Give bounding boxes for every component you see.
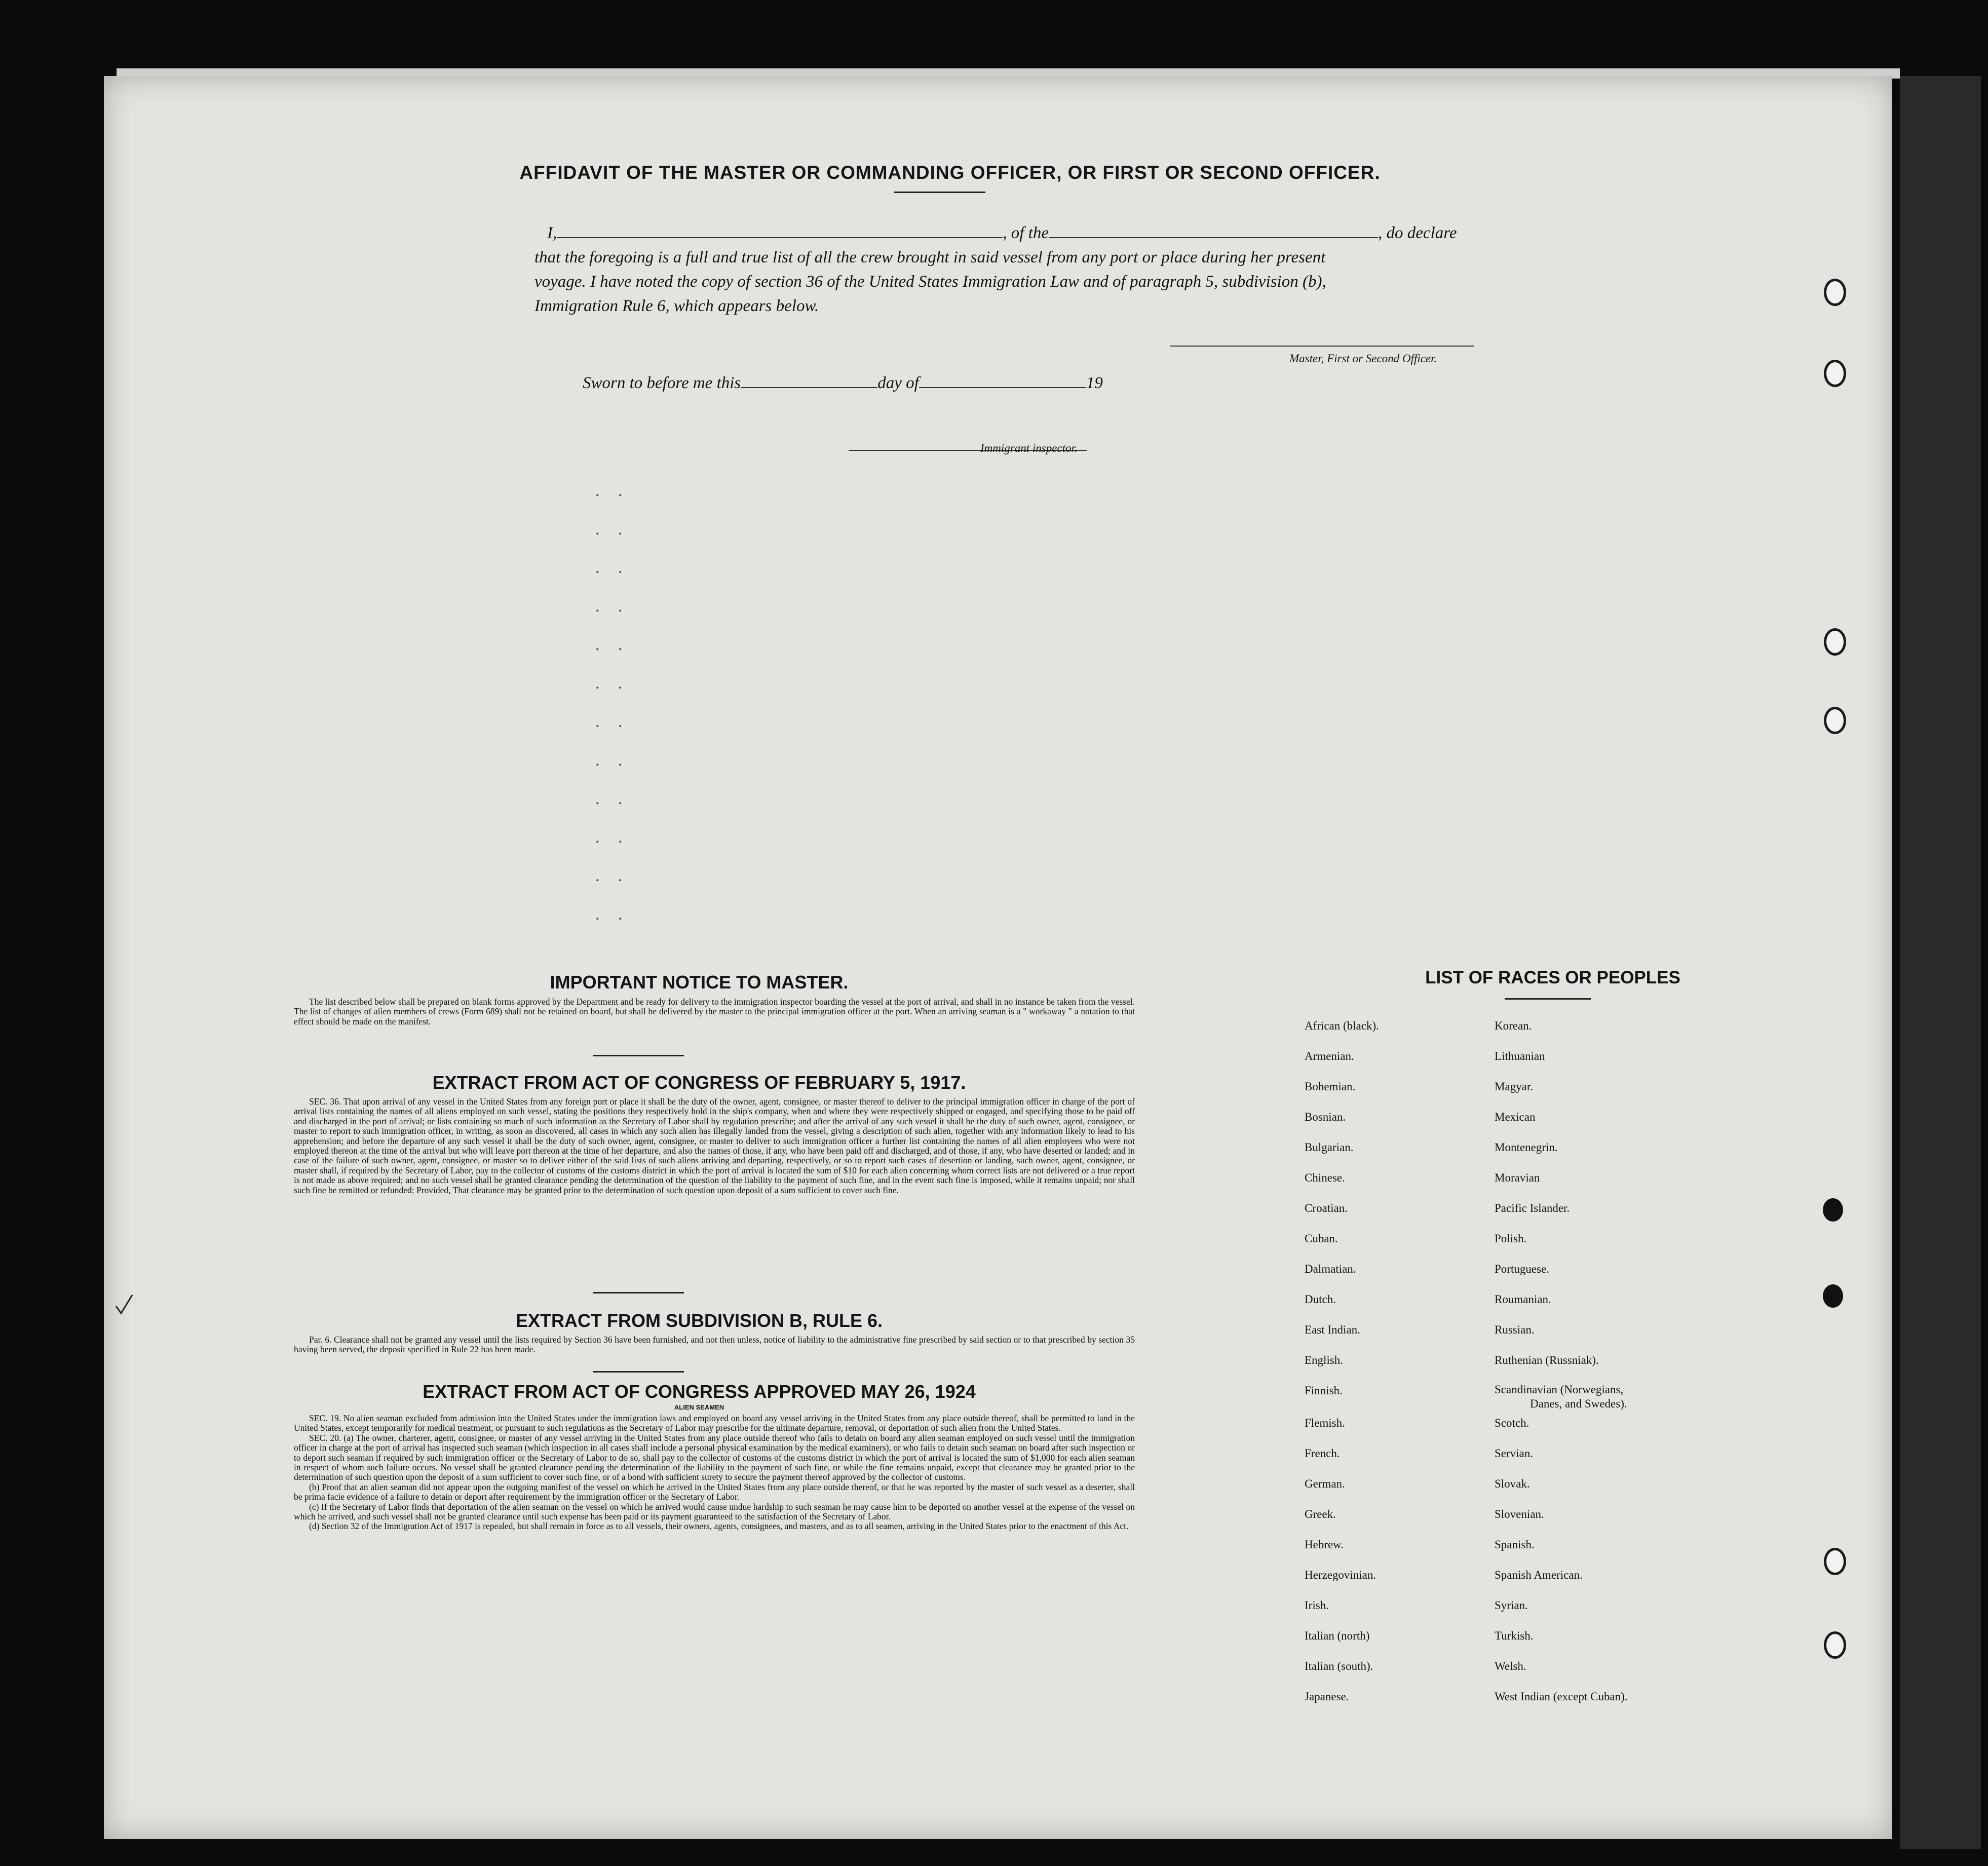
race-item: French.	[1305, 1447, 1340, 1460]
section-36-text: SEC. 36. That upon arrival of any vessel in the United States from any foreign port or place it shall be the duty of the owner, agent, consignee, or master thereof to deliver to the principal immigration officer in charge of the port of arrival lists containing the names of all aliens employed on such vessel, stating the positions they respectively hold in the ship's company, when and where they were respectively shipped or engaged, and specifying those to be paid off and discharged in the port of arrival; or lists containing so much of such information as the Secretary of Labor shall by regulation prescribe; and after the arrival of any such vessel it shall be the duty of such owner, agent, consignee, or master to report to such immigration officer, in writing, as soon as discovered, all cases in which any such alien has illegally landed from the vessel, giving a description of such alien, together with any information likely to lead to his apprehension; and before the departure of any such vessel it shall be the duty of such owner, agent, consignee, or master to deliver to such immigration officer a further list containing the names of all alien employees who were not employed thereon at the time of the arrival but who will leave port thereon at the time of her departure, and also the names of those, if any, who have been paid off and discharged, and of those, if any, who have deserted or landed; and in case of the failure of such owner, agent, consignee, or master so to deliver either of the said lists of such aliens arriving and departing, respectively, or so to report such cases of desertion or landing, such owner, agent, consignee, or master shall, if required by the Secretary of Labor, pay to the collector of customs of the customs district in which the port of arrival is located the sum of $10 for each alien concerning whom correct lists are not delivered or a true report is not made as above required; and no such vessel shall be granted clearance pending the determination of the question of the liability to the payment of such fine, and in the event such fine is imposed, while it remains unpaid; nor shall such fine be remitted or refunded: Provided, That clearance may be granted prior to the determination of such question upon deposit of a sum sufficient to cover such fine.	[294, 1096, 1135, 1195]
signature-caption: Master, First or Second Officer.	[1289, 352, 1437, 365]
race-item-continuation: Danes, and Swedes).	[1530, 1397, 1627, 1410]
race-item: Korean.	[1495, 1019, 1532, 1032]
race-item: Bulgarian.	[1305, 1141, 1354, 1154]
day-of-text: day of	[877, 374, 919, 392]
race-item: Slovenian.	[1495, 1508, 1544, 1520]
check-mark-icon	[114, 1292, 134, 1317]
section-rule	[593, 1292, 684, 1293]
race-item: Roumanian.	[1495, 1293, 1551, 1306]
declarant-prefix: I,	[547, 224, 557, 242]
race-item: Servian.	[1495, 1447, 1534, 1460]
year-prefix: 19	[1086, 374, 1103, 392]
par-6-text: Par. 6. Clearance shall not be granted any vessel until the lists required by Section 36 have been furnished, and not then unless, notice of liability to the administrative fine prescribed by said section or to that prescribed by section 35 having been served, the deposit specified in Rule 22 has been made.	[294, 1335, 1135, 1355]
race-item: Dutch.	[1305, 1293, 1336, 1306]
extract-rule6-body	[294, 1335, 1135, 1355]
races-title: LIST OF RACES OR PEOPLES	[1425, 968, 1680, 987]
sec-20a-text: SEC. 20. (a) The owner, charterer, agent, consignee, or master of any vessel arriving in the United States from any place outside thereof who fails to detain on board any alien seaman employed on such vessel until the immigration officer in charge at the port of arrival has inspected such seaman (which inspection in all cases shall include a personal physical examination by the medical examiners), or who fails to detain such seaman on board after such inspection or to deport such seaman if required by such immigration officer or the Secretary of Labor to do so, shall pay to the collector of customs of the customs district in which the port of arrival is located the sum of $1,000 for each alien seaman in respect of whom such failure occurs. No vessel shall be granted clearance pending the determination of the liability to the payment of such fine, or while the fine remains unpaid, except that clearance may be granted prior to the determination of such question upon the deposit of a sum sufficient to cover such fine, or of a bond with sufficient surety to secure the payment thereof approved by the collector of customs.	[294, 1432, 1135, 1482]
sworn-month-field[interactable]	[919, 387, 1086, 388]
race-item: Moravian	[1495, 1171, 1540, 1184]
affidavit-line-3: voyage. I have noted the copy of section 36 of the United States Immigration Law and of paragraph 5, subdivision (b),	[534, 273, 1326, 291]
sec-20b-text: (b) Proof that an alien seaman did not appear upon the outgoing manifest of the vessel on which he arrived in the United States from any place outside thereof, or that he was reported by the master of such vessel as a deserter, shall be prima facie evidence of a failure to detain or deport after requirement by the immigration officer or the Secretary of Labor.	[294, 1481, 1135, 1502]
section-rule	[593, 1371, 684, 1373]
sworn-day-field[interactable]	[741, 387, 877, 388]
inspector-caption: Immigrant inspector.	[980, 442, 1078, 454]
declarant-name-field[interactable]	[557, 237, 1003, 238]
sworn-text: Sworn to before me this	[583, 374, 741, 392]
race-item: West Indian (except Cuban).	[1495, 1690, 1628, 1703]
race-item: Finnish.	[1305, 1384, 1343, 1397]
binder-ring	[1824, 1548, 1846, 1575]
underlying-sheet	[1900, 76, 1981, 1849]
binder-ring	[1824, 1631, 1846, 1659]
sec-20d-text: (d) Section 32 of the Immigration Act of 1917 is repealed, but shall remain in force as to all vessels, their owners, agents, consignees, and masters, and as to all seamen, arriving in the United States prior to the enactment of this Act.	[309, 1521, 1129, 1532]
faint-marks: . . . . . . . . . . . . . . . . . . . . . . . .	[595, 481, 630, 924]
race-item: English.	[1305, 1354, 1344, 1366]
race-item: Portuguese.	[1495, 1263, 1549, 1275]
binder-ring	[1824, 628, 1846, 656]
race-item: Herzegovinian.	[1305, 1569, 1377, 1581]
race-item: Pacific Islander.	[1495, 1202, 1570, 1214]
alien-seamen-subtitle: ALIEN SEAMEN	[674, 1403, 724, 1411]
race-item: Irish.	[1305, 1599, 1329, 1612]
notice-title: IMPORTANT NOTICE TO MASTER.	[550, 972, 849, 993]
declare-text: , do declare	[1378, 224, 1457, 242]
race-item: Scotch.	[1495, 1417, 1530, 1429]
race-item: Russian.	[1495, 1323, 1535, 1336]
race-item: East Indian.	[1305, 1323, 1360, 1336]
extract-1924-title: EXTRACT FROM ACT OF CONGRESS APPROVED MAY 26, 1924	[423, 1381, 976, 1402]
extract-1924-body	[294, 1414, 1135, 1532]
binder-ring	[1824, 360, 1846, 387]
punch-hole	[30, 324, 50, 351]
race-item: Turkish.	[1495, 1629, 1534, 1642]
extract-1917-body	[294, 1097, 1135, 1195]
race-item: African (black).	[1305, 1019, 1379, 1032]
race-item: Ruthenian (Russniak).	[1495, 1354, 1599, 1366]
race-item: Welsh.	[1495, 1660, 1526, 1672]
race-item: Croatian.	[1305, 1202, 1348, 1214]
race-item: Armenian.	[1305, 1050, 1354, 1062]
of-the-text: , of the	[1003, 224, 1049, 242]
race-item: Japanese.	[1305, 1690, 1349, 1703]
race-item: Hebrew.	[1305, 1538, 1344, 1551]
affidavit-title: AFFIDAVIT OF THE MASTER OR COMMANDING OFFICER, OR FIRST OR SECOND OFFICER.	[519, 162, 1381, 183]
race-item: Flemish.	[1305, 1417, 1345, 1429]
race-item: Chinese.	[1305, 1171, 1345, 1184]
sec-20c-text: (c) If the Secretary of Labor finds that deportation of the alien seaman on the vessel on which he arrived would cause undue hardship to such seaman he may cause him to be deported on another vessel at the expense of the vessel on which he arrived, and such vessel shall not be granted clearance until such expense has been paid or its payment guaranteed to the satisfaction of the Secretary of Labor.	[294, 1501, 1135, 1522]
binder-ring	[1824, 707, 1846, 734]
extract-1917-title: EXTRACT FROM ACT OF CONGRESS OF FEBRUARY 5, 1917.	[432, 1072, 966, 1093]
affidavit-line-1	[547, 224, 1457, 243]
race-item: Magyar.	[1495, 1080, 1534, 1093]
race-item: Slovak.	[1495, 1477, 1530, 1490]
sec-19-text: SEC. 19. No alien seaman excluded from admission into the United States under the immigration laws and employed on board any vessel arriving in the United States from any place outside thereof, shall be permitted to land in the United States, except temporarily for medical treatment, or pursuant to such regulations as the Secretary of Labor may prescribe for the ultimate departure, removal, or deportation of such alien from the United States.	[294, 1413, 1135, 1433]
title-rule	[894, 192, 985, 193]
races-rule	[1505, 998, 1591, 1000]
race-item: Italian (north)	[1305, 1629, 1370, 1642]
race-item: Bohemian.	[1305, 1080, 1356, 1093]
race-item: Spanish.	[1495, 1538, 1535, 1551]
race-item: Syrian.	[1495, 1599, 1528, 1612]
punch-hole	[30, 208, 50, 234]
race-item: Spanish American.	[1495, 1569, 1583, 1581]
race-item: Cuban.	[1305, 1232, 1338, 1245]
affidavit-line-4: Immigration Rule 6, which appears below.	[534, 297, 819, 315]
extract-rule6-title: EXTRACT FROM SUBDIVISION B, RULE 6.	[515, 1310, 883, 1331]
affidavit-line-2: that the foregoing is a full and true list of all the crew brought in said vessel from any port or place during her present	[534, 248, 1326, 266]
vessel-name-field[interactable]	[1049, 237, 1378, 238]
race-item: Lithuanian	[1495, 1050, 1545, 1062]
binder-ring	[1824, 279, 1846, 306]
officer-signature-line[interactable]	[1170, 346, 1474, 347]
notice-body	[294, 997, 1135, 1026]
race-item: Dalmatian.	[1305, 1263, 1356, 1275]
race-item: Greek.	[1305, 1508, 1336, 1520]
race-item: Italian (south).	[1305, 1660, 1373, 1672]
race-item: German.	[1305, 1477, 1345, 1490]
punch-hole	[1823, 1198, 1843, 1222]
notice-paragraph: The list described below shall be prepared on blank forms approved by the Department and be ready for delivery to the immigration inspector boarding the vessel at the port of arrival, and shall in no instance be taken from the vessel. The list of changes of alien members of crews (Form 689) shall not be retained on board, but shall be delivered by the master to the principal immigration officer at the port. When an arriving seaman is a " workaway " a notation to that effect should be made on the manifest.	[294, 997, 1135, 1026]
race-item: Polish.	[1495, 1232, 1527, 1245]
race-item: Scandinavian (Norwegians,	[1495, 1383, 1624, 1396]
race-item: Bosnian.	[1305, 1111, 1346, 1123]
sworn-line	[583, 374, 1103, 393]
race-item: Mexican	[1495, 1111, 1536, 1123]
race-item: Montenegrin.	[1495, 1141, 1558, 1154]
punch-hole	[1823, 1284, 1843, 1308]
document-page	[104, 76, 1892, 1839]
section-rule	[593, 1055, 684, 1056]
